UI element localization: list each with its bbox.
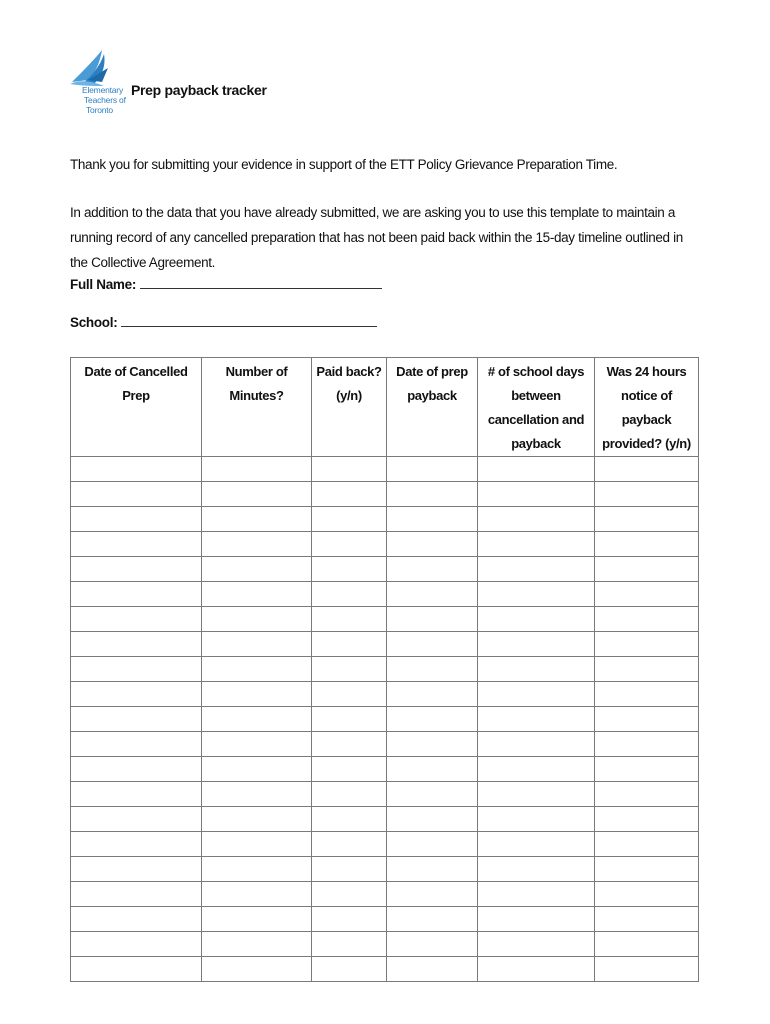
school-field (70, 312, 377, 330)
table-cell[interactable] (202, 882, 312, 907)
table-cell[interactable] (595, 757, 699, 782)
table-cell[interactable] (71, 457, 202, 482)
instruction-paragraph: In addition to the data that you have already submitted, we are asking you to use this template to maintain a running record of any cancelled preparation that has not been paid back within the 15-day timeline outlined in the Collective Agreement. (70, 205, 683, 270)
table-cell[interactable] (595, 707, 699, 732)
table-cell[interactable] (202, 482, 312, 507)
table-cell[interactable] (478, 707, 595, 732)
table-cell[interactable] (71, 732, 202, 757)
table-cell[interactable] (387, 882, 478, 907)
table-cell[interactable] (595, 557, 699, 582)
prep-payback-table (70, 357, 699, 982)
table-cell[interactable] (71, 957, 202, 982)
table-row (71, 457, 699, 482)
table-cell[interactable] (387, 482, 478, 507)
table-cell[interactable] (312, 607, 387, 632)
table-cell[interactable] (71, 657, 202, 682)
table-row (71, 757, 699, 782)
table-cell[interactable] (387, 957, 478, 982)
header-date-payback: Date of prep payback (387, 358, 478, 457)
table-cell[interactable] (71, 707, 202, 732)
table-cell[interactable] (595, 782, 699, 807)
table-cell[interactable] (71, 807, 202, 832)
table-cell[interactable] (202, 557, 312, 582)
table-cell[interactable] (478, 507, 595, 532)
table-cell[interactable] (478, 857, 595, 882)
table-cell[interactable] (595, 607, 699, 632)
table-cell[interactable] (202, 782, 312, 807)
full-name-label: Full Name: (70, 277, 137, 292)
table-row (71, 732, 699, 757)
table-cell[interactable] (387, 657, 478, 682)
table-cell[interactable] (71, 757, 202, 782)
table-cell[interactable] (71, 682, 202, 707)
table-cell[interactable] (312, 732, 387, 757)
table-cell[interactable] (312, 657, 387, 682)
table-body (71, 457, 699, 982)
table-cell[interactable] (387, 557, 478, 582)
table-cell[interactable] (595, 532, 699, 557)
table-cell[interactable] (71, 507, 202, 532)
table-cell[interactable] (387, 632, 478, 657)
table-cell[interactable] (478, 482, 595, 507)
header-number-minutes: Number of Minutes? (202, 358, 312, 457)
table-row (71, 657, 699, 682)
table-cell[interactable] (478, 657, 595, 682)
table-cell[interactable] (478, 757, 595, 782)
table-cell[interactable] (71, 482, 202, 507)
table-cell[interactable] (312, 857, 387, 882)
table-cell[interactable] (595, 582, 699, 607)
table-cell[interactable] (202, 957, 312, 982)
table-cell[interactable] (595, 482, 699, 507)
table-cell[interactable] (478, 907, 595, 932)
table-cell[interactable] (202, 457, 312, 482)
table-row (71, 607, 699, 632)
table-cell[interactable] (202, 807, 312, 832)
table-cell[interactable] (387, 782, 478, 807)
table-cell[interactable] (595, 832, 699, 857)
table-cell[interactable] (202, 507, 312, 532)
table-cell[interactable] (478, 632, 595, 657)
table-cell[interactable] (202, 532, 312, 557)
table-cell[interactable] (478, 882, 595, 907)
table-cell[interactable] (312, 707, 387, 732)
table-cell[interactable] (387, 682, 478, 707)
table-cell[interactable] (387, 707, 478, 732)
table-row (71, 707, 699, 732)
table-cell[interactable] (478, 832, 595, 857)
table-cell[interactable] (595, 732, 699, 757)
table-cell[interactable] (478, 682, 595, 707)
table-row (71, 482, 699, 507)
table-cell[interactable] (595, 807, 699, 832)
table-row (71, 532, 699, 557)
table-row (71, 682, 699, 707)
table-cell[interactable] (312, 757, 387, 782)
table-cell[interactable] (478, 532, 595, 557)
table-cell[interactable] (71, 932, 202, 957)
table-row (71, 582, 699, 607)
table-cell[interactable] (71, 782, 202, 807)
table-row (71, 632, 699, 657)
table-cell[interactable] (478, 557, 595, 582)
table-cell[interactable] (595, 632, 699, 657)
table-cell[interactable] (478, 957, 595, 982)
table-cell[interactable] (71, 632, 202, 657)
header-date-cancelled: Date of Cancelled Prep (71, 358, 202, 457)
table-cell[interactable] (71, 882, 202, 907)
table-cell[interactable] (312, 907, 387, 932)
table-row (71, 557, 699, 582)
table-cell[interactable] (202, 582, 312, 607)
table-cell[interactable] (312, 632, 387, 657)
logo-line-1: Elementary (82, 85, 123, 95)
table-cell[interactable] (71, 907, 202, 932)
table-cell[interactable] (202, 932, 312, 957)
table-cell[interactable] (478, 932, 595, 957)
logo-line-2: Teachers of (84, 95, 126, 105)
table-cell[interactable] (387, 732, 478, 757)
table-cell[interactable] (71, 607, 202, 632)
table-cell[interactable] (312, 882, 387, 907)
table-row (71, 507, 699, 532)
table-cell[interactable] (202, 732, 312, 757)
logo-line-3: Toronto (86, 105, 113, 115)
table-cell[interactable] (202, 832, 312, 857)
table-cell[interactable] (312, 682, 387, 707)
table-cell[interactable] (387, 807, 478, 832)
school-blank[interactable] (121, 312, 377, 327)
table-cell[interactable] (595, 907, 699, 932)
document-title: Prep payback tracker (131, 82, 267, 98)
table-cell[interactable] (202, 857, 312, 882)
table-cell[interactable] (312, 557, 387, 582)
header-paid-back: Paid back? (y/n) (312, 358, 387, 457)
table-cell[interactable] (595, 857, 699, 882)
table-cell[interactable] (387, 582, 478, 607)
table-cell[interactable] (71, 832, 202, 857)
table-cell[interactable] (387, 832, 478, 857)
table-cell[interactable] (595, 882, 699, 907)
table-cell[interactable] (312, 807, 387, 832)
table-cell[interactable] (202, 682, 312, 707)
table-cell[interactable] (387, 857, 478, 882)
table-cell[interactable] (202, 757, 312, 782)
table-cell[interactable] (387, 457, 478, 482)
table-row (71, 832, 699, 857)
table-cell[interactable] (595, 932, 699, 957)
table-cell[interactable] (595, 657, 699, 682)
table-cell[interactable] (202, 607, 312, 632)
table-cell[interactable] (387, 907, 478, 932)
table-row (71, 782, 699, 807)
table-cell[interactable] (387, 507, 478, 532)
table-cell[interactable] (312, 482, 387, 507)
table-row (71, 807, 699, 832)
table-cell[interactable] (478, 807, 595, 832)
table-row (71, 857, 699, 882)
table-cell[interactable] (71, 557, 202, 582)
full-name-blank[interactable] (140, 274, 382, 289)
table-cell[interactable] (312, 532, 387, 557)
table-row (71, 932, 699, 957)
table-row (71, 882, 699, 907)
table-cell[interactable] (387, 607, 478, 632)
table-cell[interactable] (595, 957, 699, 982)
table-cell[interactable] (595, 507, 699, 532)
intro-paragraph: Thank you for submitting your evidence in support of the ETT Policy Grievance Preparation Time. (70, 157, 618, 172)
logo-wordmark (82, 85, 126, 115)
table-cell[interactable] (71, 532, 202, 557)
table-cell[interactable] (202, 907, 312, 932)
table-cell[interactable] (478, 582, 595, 607)
table-cell[interactable] (312, 957, 387, 982)
school-label: School: (70, 315, 118, 330)
table-cell[interactable] (202, 707, 312, 732)
table-cell[interactable] (71, 857, 202, 882)
table-cell[interactable] (71, 582, 202, 607)
table-cell[interactable] (387, 532, 478, 557)
table-cell[interactable] (312, 507, 387, 532)
table-cell[interactable] (478, 607, 595, 632)
table-cell[interactable] (312, 582, 387, 607)
table-cell[interactable] (202, 632, 312, 657)
table-cell[interactable] (387, 757, 478, 782)
table-cell[interactable] (312, 457, 387, 482)
full-name-field (70, 274, 382, 292)
table-cell[interactable] (202, 657, 312, 682)
table-cell[interactable] (595, 682, 699, 707)
table-cell[interactable] (478, 782, 595, 807)
table-cell[interactable] (312, 782, 387, 807)
ett-logo (68, 50, 130, 124)
table-row (71, 907, 699, 932)
table-cell[interactable] (387, 932, 478, 957)
header-notice-provided: Was 24 hours notice of payback provided? (y/n) (595, 358, 699, 457)
table-cell[interactable] (478, 457, 595, 482)
table-header-row (71, 358, 699, 457)
table-cell[interactable] (595, 457, 699, 482)
header-school-days: # of school days between cancellation and payback (478, 358, 595, 457)
table-cell[interactable] (478, 732, 595, 757)
table-cell[interactable] (312, 832, 387, 857)
table-row (71, 957, 699, 982)
table-cell[interactable] (312, 932, 387, 957)
